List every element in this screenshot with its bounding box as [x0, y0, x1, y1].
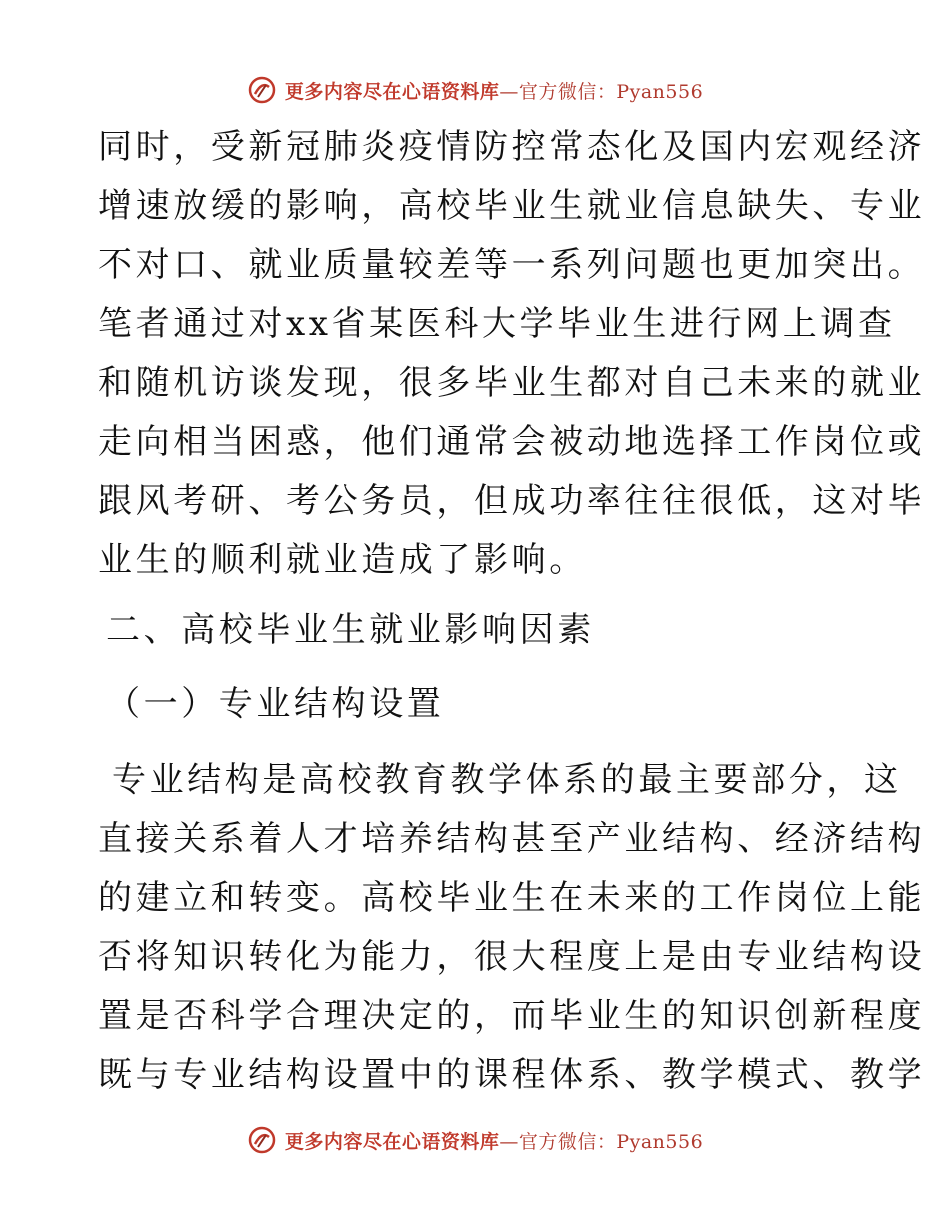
- paragraph-line: 业生的顺利就业造成了影响。: [98, 540, 587, 580]
- paragraph-line: 不对口、就业质量较差等一系列问题也更加突出。: [98, 245, 926, 285]
- brand-logo-icon: [247, 1125, 277, 1155]
- banner-text: [285, 1127, 703, 1154]
- banner-brand: 更多内容尽在心语资料库: [284, 80, 500, 103]
- paragraph-line: 和随机访谈发现，很多毕业生都对自己未来的就业: [98, 363, 926, 403]
- footer-watermark-banner: [0, 1120, 950, 1160]
- paragraph-line: 专业结构是高校教育教学体系的最主要部分，这: [112, 760, 902, 800]
- paragraph-line: 同时，受新冠肺炎疫情防控常态化及国内宏观经济: [98, 127, 926, 167]
- paragraph-line: 既与专业结构设置中的课程体系、教学模式、教学: [98, 1055, 926, 1095]
- paragraph-line: 增速放缓的影响，高校毕业生就业信息缺失、专业: [98, 186, 926, 226]
- paragraph-line: 走向相当困惑，他们通常会被动地选择工作岗位或: [98, 422, 926, 462]
- paragraph-line: 的建立和转变。高校毕业生在未来的工作岗位上能: [98, 878, 926, 918]
- banner-brand: 更多内容尽在心语资料库: [284, 1130, 500, 1153]
- subsection-heading: （一）专业结构设置: [106, 684, 445, 724]
- header-watermark-banner: [0, 70, 950, 110]
- brand-logo-icon: [247, 75, 277, 105]
- paragraph-line: 跟风考研、考公务员，但成功率往往很低，这对毕: [98, 481, 926, 521]
- section-heading: 二、高校毕业生就业影响因素: [106, 610, 595, 650]
- banner-text: [285, 77, 703, 104]
- paragraph-line: 置是否科学合理决定的，而毕业生的知识创新程度: [98, 996, 926, 1036]
- banner-suffix: —官方微信：Pyan556: [499, 1130, 704, 1153]
- paragraph-line: 笔者通过对xx省某医科大学毕业生进行网上调查: [98, 304, 896, 344]
- paragraph-line: 否将知识转化为能力，很大程度上是由专业结构设: [98, 937, 926, 977]
- paragraph-line: 直接关系着人才培养结构甚至产业结构、经济结构: [98, 819, 926, 859]
- banner-suffix: —官方微信：Pyan556: [499, 80, 704, 103]
